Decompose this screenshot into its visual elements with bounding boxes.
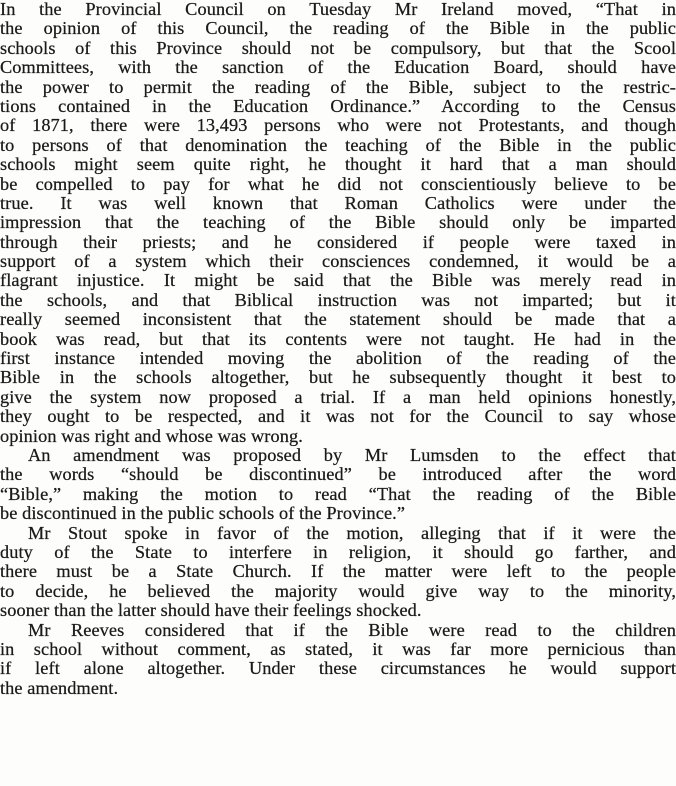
text-line: “Bible,” making the motion to read “That the reading of the Bible xyxy=(0,483,676,504)
text-line: to decide, he believed the majority would give way to the minority, xyxy=(0,580,676,601)
text-line: the words “should be discontinued” be introduced after the word xyxy=(0,464,676,485)
text-line: the schools, and that Biblical instruction was not imparted; but it xyxy=(0,289,676,310)
text-line: really seemed inconsistent that the statement should be made that a xyxy=(0,309,676,330)
text-line: through their priests; and he considered if people were taxed in xyxy=(0,231,676,252)
text-line: support of a system which their consciences condemned, it would be a xyxy=(0,251,676,272)
text-line: impression that the teaching of the Bible should only be imparted xyxy=(0,212,676,233)
text-line: of 1871, there were 13,493 persons who were not Protestants, and though xyxy=(0,115,676,136)
text-line: the power to permit the reading of the Bible, subject to the restric- xyxy=(0,76,676,97)
text-line: flagrant injustice. It might be said that the Bible was merely read in xyxy=(0,270,676,291)
text-line: An amendment was proposed by Mr Lumsden to the effect that xyxy=(28,444,676,465)
text-line: if left alone altogether. Under these circumstances he would support xyxy=(0,658,676,679)
text-line: in school without comment, as stated, it was far more pernicious than xyxy=(0,638,676,659)
paragraph-stout xyxy=(0,524,676,621)
paragraph-amendment xyxy=(0,446,676,524)
text-line: In the Provincial Council on Tuesday Mr Ireland moved, “That in xyxy=(0,0,676,19)
text-line: true. It was well known that Roman Catholics were under the xyxy=(0,192,676,213)
text-line: they ought to be respected, and it was not for the Council to say whose xyxy=(0,406,676,427)
text-line: the opinion of this Council, the reading of the Bible in the public xyxy=(0,18,676,39)
text-line: the amendment. xyxy=(0,677,119,698)
text-line: Mr Reeves considered that if the Bible were read to the children xyxy=(28,619,676,640)
text-line: Mr Stout spoke in favor of the motion, alleging that if it were the xyxy=(28,522,676,543)
text-line: schools of this Province should not be compulsory, but that the Scool xyxy=(0,37,676,58)
text-line: sooner than the latter should have their feelings shocked. xyxy=(0,600,422,621)
text-line: first instance intended moving the abolition of the reading of the xyxy=(0,348,676,369)
text-line: be compelled to pay for what he did not conscientiously believe to be xyxy=(0,173,676,194)
text-line: Bible in the schools altogether, but he subsequently thought it best to xyxy=(0,367,676,388)
text-line: there must be a State Church. If the matter were left to the people xyxy=(0,561,676,582)
text-line: book was read, but that its contents were not taught. He had in the xyxy=(0,328,676,349)
text-line: be discontinued in the public schools of the Province.” xyxy=(0,503,406,524)
text-line: opinion was right and whose was wrong. xyxy=(0,425,303,446)
text-line: tions contained in the Education Ordinance.” According to the Census xyxy=(0,95,676,116)
text-line: to persons of that denomination the teaching of the Bible in the public xyxy=(0,134,676,155)
text-line: Committees, with the sanction of the Education Board, should have xyxy=(0,57,676,78)
text-line: give the system now proposed a trial. If a man held opinions honestly, xyxy=(0,386,676,407)
text-line: schools might seem quite right, he thought it hard that a man should xyxy=(0,154,676,175)
paragraph-reeves xyxy=(0,621,676,699)
text-line: duty of the State to interfere in religion, it should go farther, and xyxy=(0,541,676,562)
